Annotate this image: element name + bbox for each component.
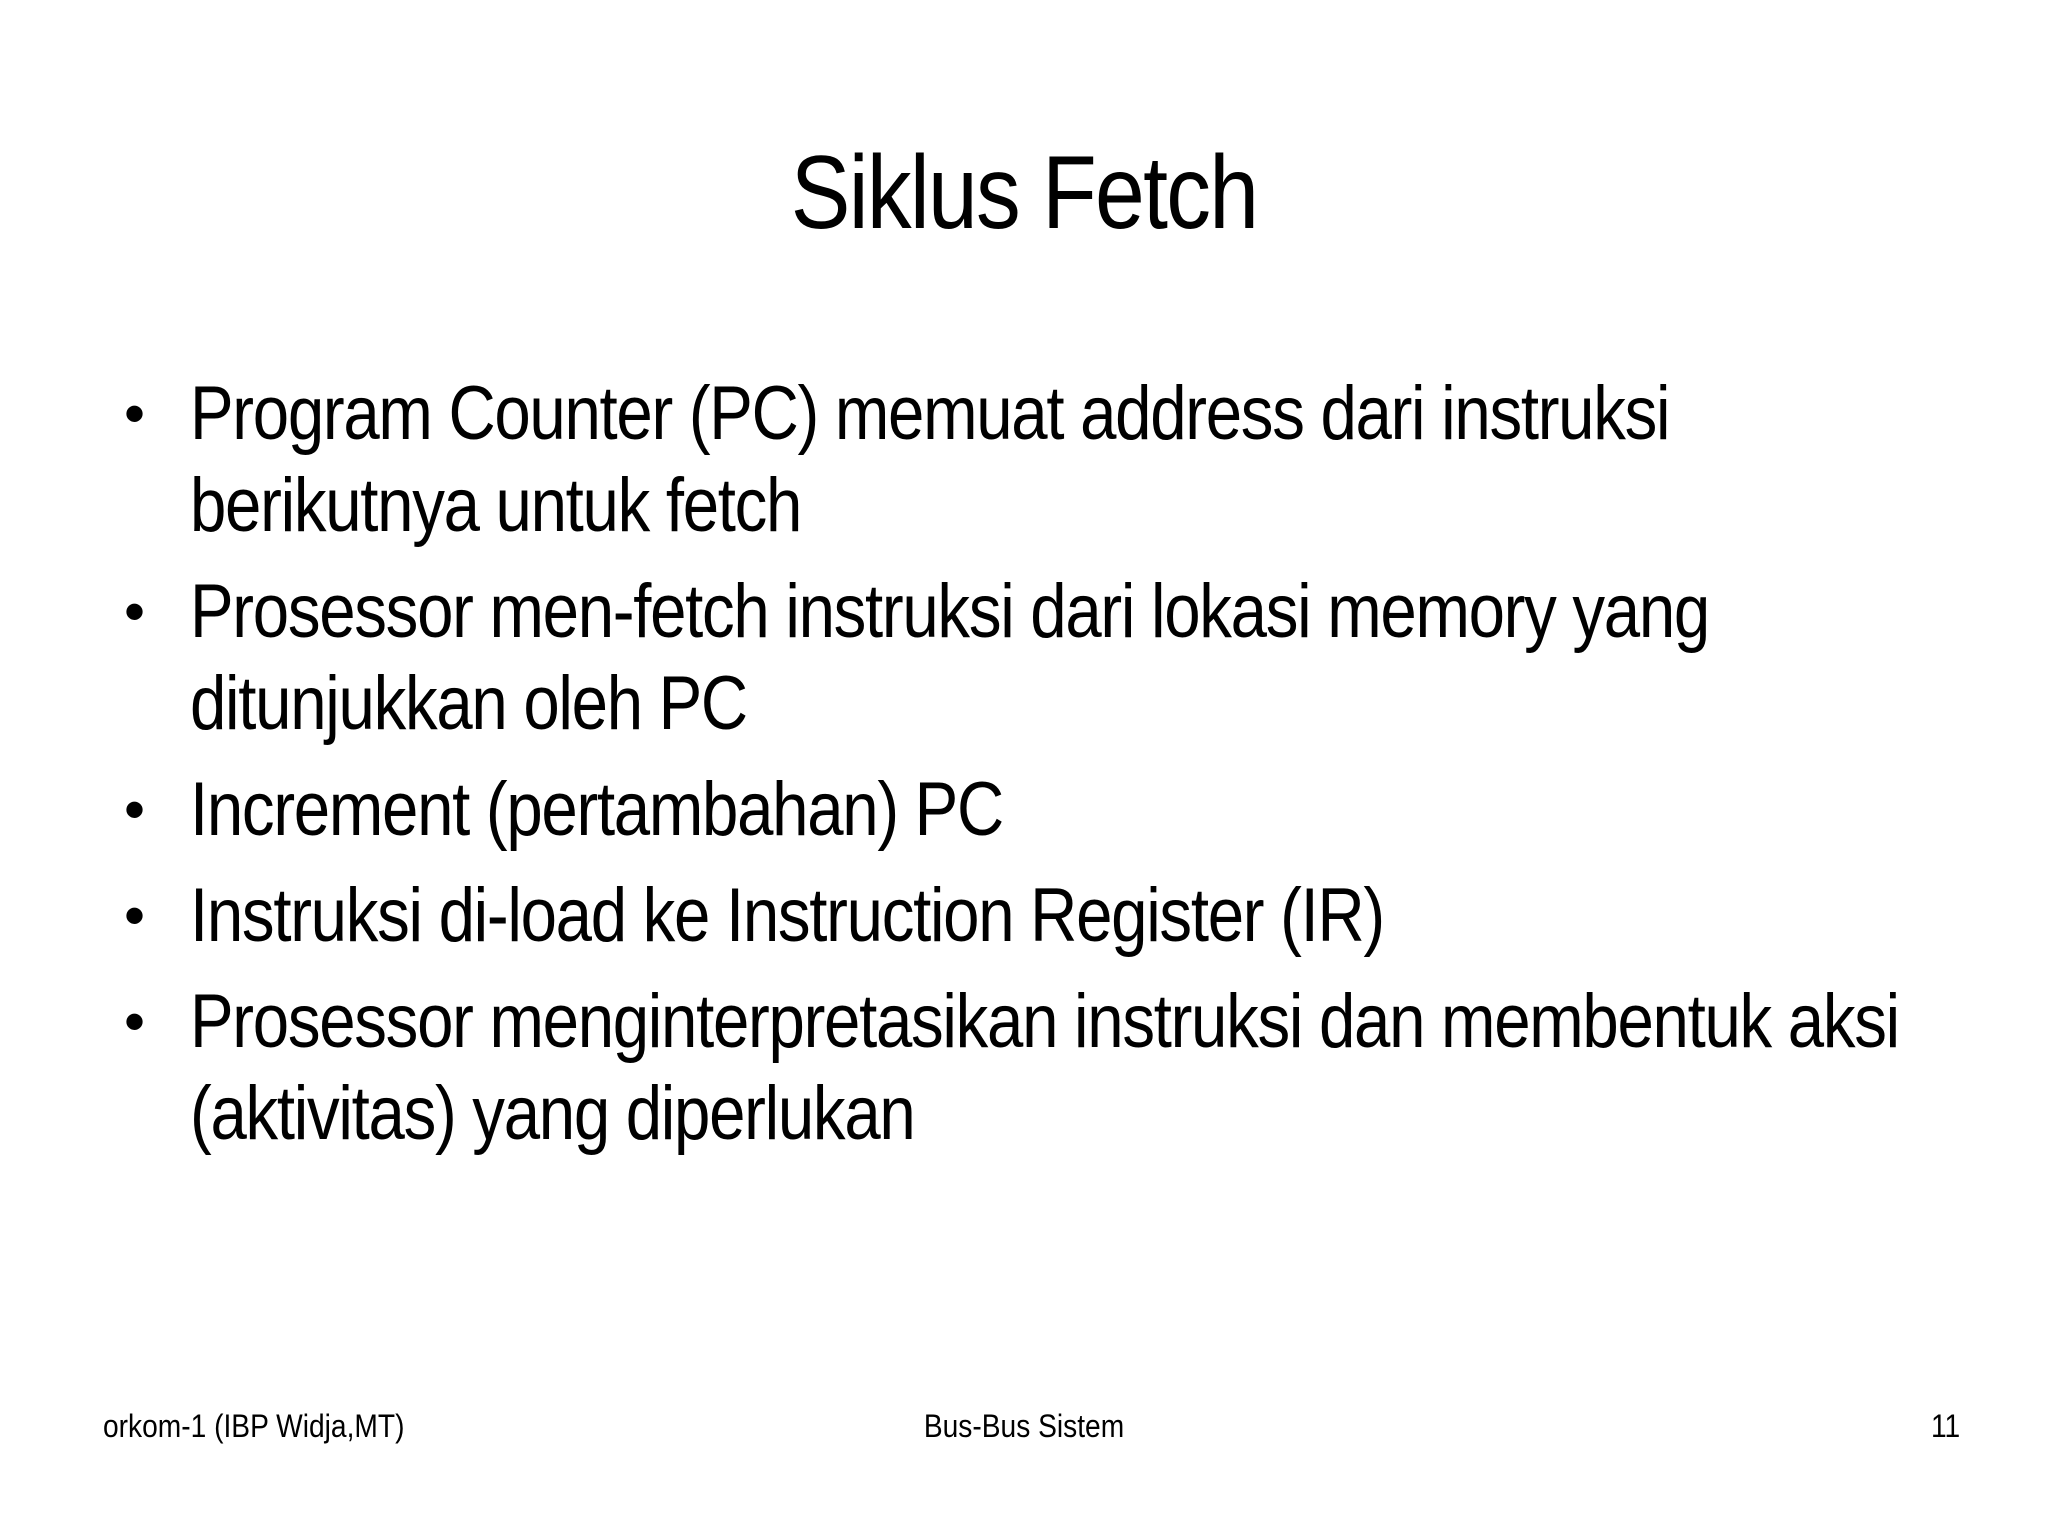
bullet-dot-icon: • xyxy=(124,380,144,447)
bullet-text: Prosessor men-fetch instruksi dari lokasi memory yang ditunjukkan oleh PC xyxy=(190,569,1709,746)
bullet-list xyxy=(118,368,1998,1174)
bullet-item xyxy=(118,764,1998,856)
bullet-item xyxy=(118,976,1998,1160)
bullet-dot-icon: • xyxy=(124,988,144,1055)
bullet-text: Increment (pertambahan) PC xyxy=(190,767,1003,852)
bullet-item xyxy=(118,870,1998,962)
bullet-text: Instruksi di-load ke Instruction Register (IR) xyxy=(190,873,1384,958)
bullet-dot-icon: • xyxy=(124,882,144,949)
bullet-dot-icon: • xyxy=(124,578,144,645)
bullet-text: Program Counter (PC) memuat address dari instruksi berikutnya untuk fetch xyxy=(190,371,1670,548)
bullet-item xyxy=(118,566,1998,750)
bullet-item xyxy=(118,368,1998,552)
footer-topic: Bus-Bus Sistem xyxy=(923,1408,1125,1444)
footer-author: orkom-1 (IBP Widja,MT) xyxy=(103,1408,405,1444)
bullet-text: Prosessor menginterpretasikan instruksi dan membentuk aksi (aktivitas) yang diperlukan xyxy=(190,979,1899,1156)
bullet-dot-icon: • xyxy=(124,776,144,843)
page-number: 11 xyxy=(1930,1408,1960,1444)
slide-title: Siklus Fetch xyxy=(790,135,1258,251)
